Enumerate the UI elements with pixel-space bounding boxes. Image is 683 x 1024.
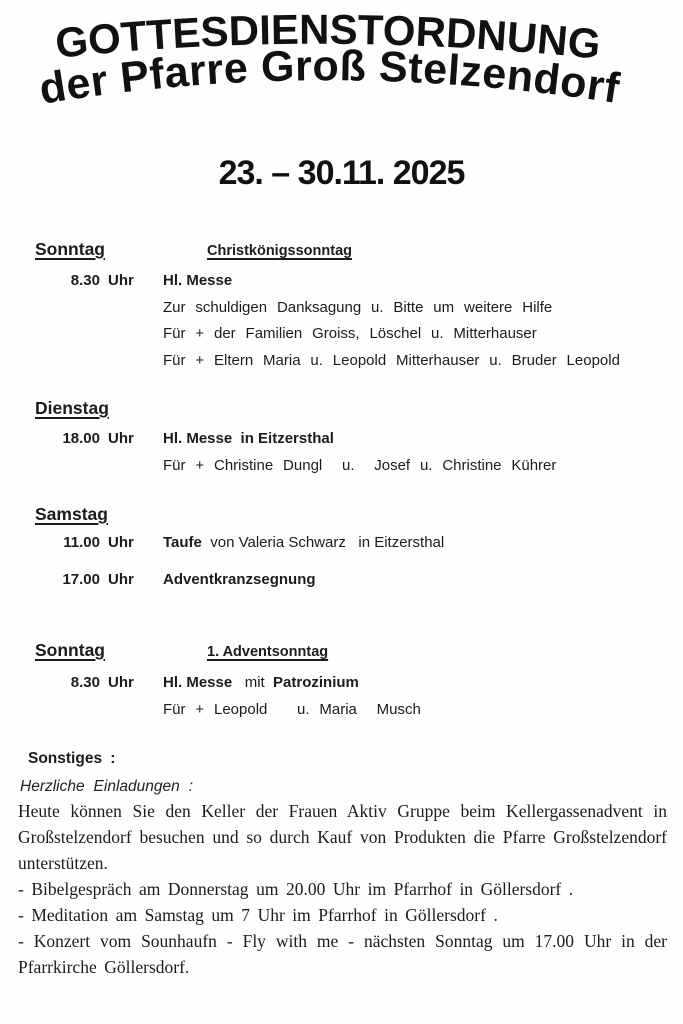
day-heading: Dienstag [35,398,109,418]
uhr-label: Uhr [108,674,134,691]
day-heading: Samstag [35,504,108,524]
section-subtitle: 1. Adventsonntag [207,644,329,660]
section-heading-row [0,502,683,526]
date-range: 23. – 30.11. 2025 [218,154,465,192]
entry-title-segment: Taufe [163,534,202,551]
bullet-list [18,876,667,980]
time-value: 17.00 [62,570,100,588]
page-title-line1: GOTTESDIENSTORDNUNG [53,5,603,68]
entry-row [0,670,683,697]
intention-line: Für + Leopold u. Maria Musch [163,700,421,718]
entry-title-segment: Patrozinium [273,674,359,691]
entry-title-segment: Adventkranzsegnung [163,570,316,588]
misc-section [0,748,683,980]
bullet-item: - Bibelgespräch am Donnerstag um 20.00 Uhr im Pfarrhof in Göllersdorf . [18,879,574,899]
uhr-label: Uhr [108,534,134,551]
masthead [0,4,683,129]
intention-line: Für + der Familien Groiss, Löschel u. Mitterhauser [163,325,537,342]
schedule-section [0,638,683,723]
time-value: 8.30 [70,272,100,289]
schedule-entry [0,268,683,374]
schedule-section [0,237,683,374]
bullet-item: - Konzert vom Sounhaufn - Fly with me - nächsten Sonntag um 17.00 Uhr in der Pfarrkirche Göllersdorf. [18,931,667,977]
info-paragraph: Heute können Sie den Keller der Frauen Aktiv Gruppe beim Kellergassenadvent in Großstelzendorf besuchen und so durch Kauf von Produkten die Pfarre Großstelzendorf unterstützen. [18,801,667,873]
schedule-entry [0,670,683,723]
section-subtitle: Christkönigssonntag [207,243,353,259]
day-heading: Sonntag [35,239,105,259]
entry-title [163,530,683,557]
entry-title [163,670,683,697]
entry-title [163,567,683,594]
section-heading-row [0,396,683,420]
schedule-entry [0,530,683,557]
schedule-section [0,502,683,593]
schedule-entry [0,426,683,479]
entry-title-segment: Hl. Messe [163,272,233,289]
uhr-label: Uhr [108,570,134,588]
entry-row [0,268,683,295]
uhr-label: Uhr [108,430,134,447]
day-heading: Sonntag [35,640,105,660]
section-heading-row [0,237,683,263]
intention-line: Zur schuldigen Danksagung u. Bitte um weitere Hilfe [163,298,553,316]
entry-title-segment: Hl. Messe in Eitzersthal [163,430,334,447]
time-value: 18.00 [62,430,100,447]
page-title-line2: der Pfarre Groß Stelzendorf [35,42,623,114]
entry-title [163,268,683,295]
intention-line: Für + Eltern Maria u. Leopold Mitterhauser u. Bruder Leopold [163,351,620,369]
entry-title-segment: Hl. Messe [163,674,233,691]
bullet-item: - Meditation am Samstag um 7 Uhr im Pfarrhof in Göllersdorf . [18,905,498,925]
schedule-section [0,396,683,479]
section-heading-row [0,638,683,664]
uhr-label: Uhr [108,272,134,289]
intention-line: Für + Christine Dungl u. Josef u. Christine Kührer [163,456,557,474]
sonstiges-heading: Sonstiges : [28,750,116,767]
entry-title-segment: von Valeria Schwarz in Eitzersthal [201,534,445,551]
invitation-line: Herzliche Einladungen : [20,778,194,795]
entry-title-segment: mit [232,674,274,691]
entry-row [0,567,683,594]
entry-row [0,530,683,557]
time-value: 8.30 [70,674,100,691]
time-value: 11.00 [63,534,100,551]
schedule-entry [0,567,683,594]
entry-row [0,426,683,453]
schedule [0,237,683,723]
entry-title [163,426,683,453]
